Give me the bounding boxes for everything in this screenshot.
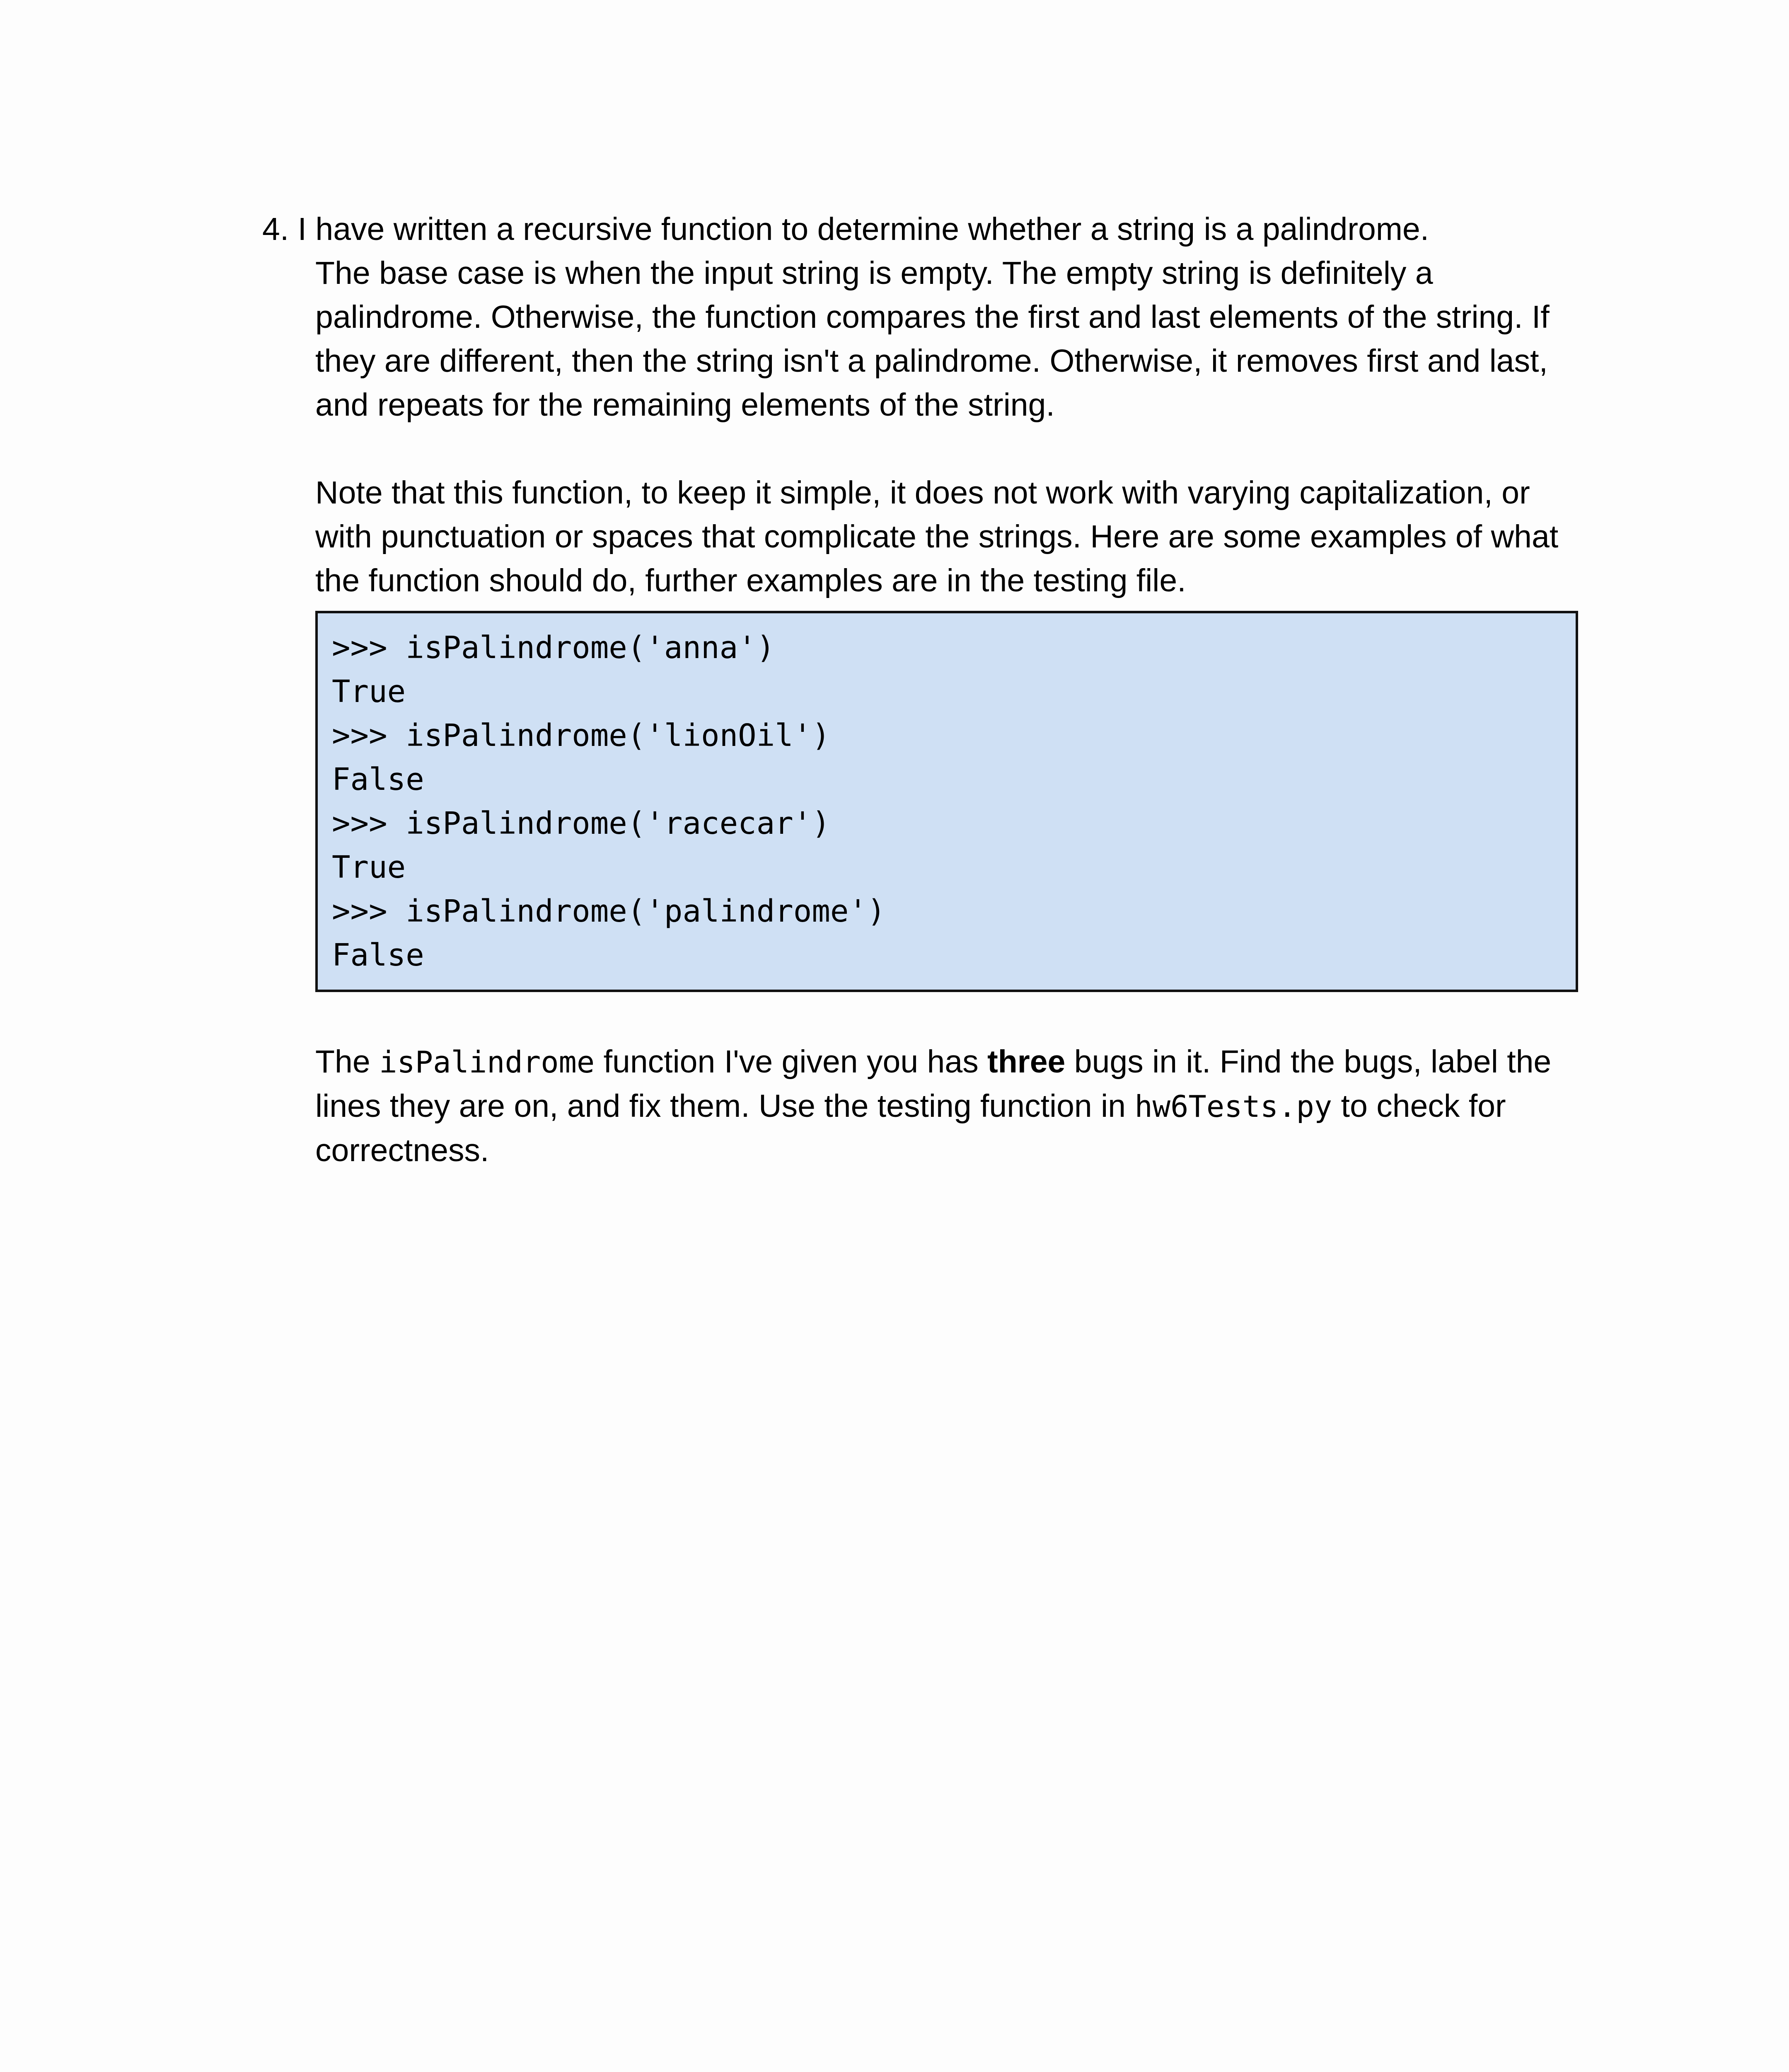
code-line: >>> isPalindrome('palindrome'): [332, 893, 886, 929]
instructions-line-3: correctness.: [315, 1133, 489, 1168]
code-line: False: [332, 762, 424, 797]
note-line: the function should do, further examples are in the testing file.: [315, 563, 1186, 598]
paragraph-spacer: [262, 427, 1588, 471]
instructions-text: lines they are on, and fix them. Use the testing function in: [315, 1088, 1135, 1124]
question-4: [262, 207, 1588, 1172]
instructions-line-1: [315, 1040, 1588, 1084]
note-line: with punctuation or spaces that complicate the strings. Here are some examples of what: [315, 519, 1559, 554]
code-line: False: [332, 937, 424, 973]
emphasis-three: three: [987, 1044, 1066, 1080]
instructions-line-2: [315, 1084, 1588, 1128]
function-name-code: isPalindrome: [379, 1045, 595, 1080]
note-line: Note that this function, to keep it simple, it does not work with varying capitalization, or: [315, 475, 1530, 511]
instructions-text: The: [315, 1044, 380, 1080]
description-line: The base case is when the input string is empty. The empty string is definitely a: [315, 255, 1433, 291]
code-line: >>> isPalindrome('anna'): [332, 630, 775, 666]
note-paragraph: [315, 471, 1588, 603]
instructions-text: function I've given you has: [595, 1044, 988, 1080]
code-line: >>> isPalindrome('racecar'): [332, 806, 830, 841]
description-line: they are different, then the string isn't a palindrome. Otherwise, it removes first and last,: [315, 343, 1548, 379]
code-line: True: [332, 850, 406, 885]
instructions-text: to check for: [1332, 1088, 1506, 1124]
test-file-code: hw6Tests.py: [1134, 1089, 1332, 1124]
description-line: and repeats for the remaining elements of the string.: [315, 387, 1055, 423]
question-number: 4.: [262, 211, 289, 247]
instructions-text: bugs in it. Find the bugs, label the: [1065, 1044, 1552, 1080]
question-intro: I have written a recursive function to determine whether a string is a palindrome.: [297, 211, 1429, 247]
question-intro-line: [262, 207, 1588, 251]
code-line: True: [332, 674, 406, 709]
code-example-box: [315, 611, 1578, 992]
instructions-paragraph: [315, 1040, 1588, 1172]
description-line: palindrome. Otherwise, the function compares the first and last elements of the string. If: [315, 299, 1550, 335]
code-line: >>> isPalindrome('lionOil'): [332, 718, 830, 753]
description-paragraph: [315, 251, 1588, 427]
